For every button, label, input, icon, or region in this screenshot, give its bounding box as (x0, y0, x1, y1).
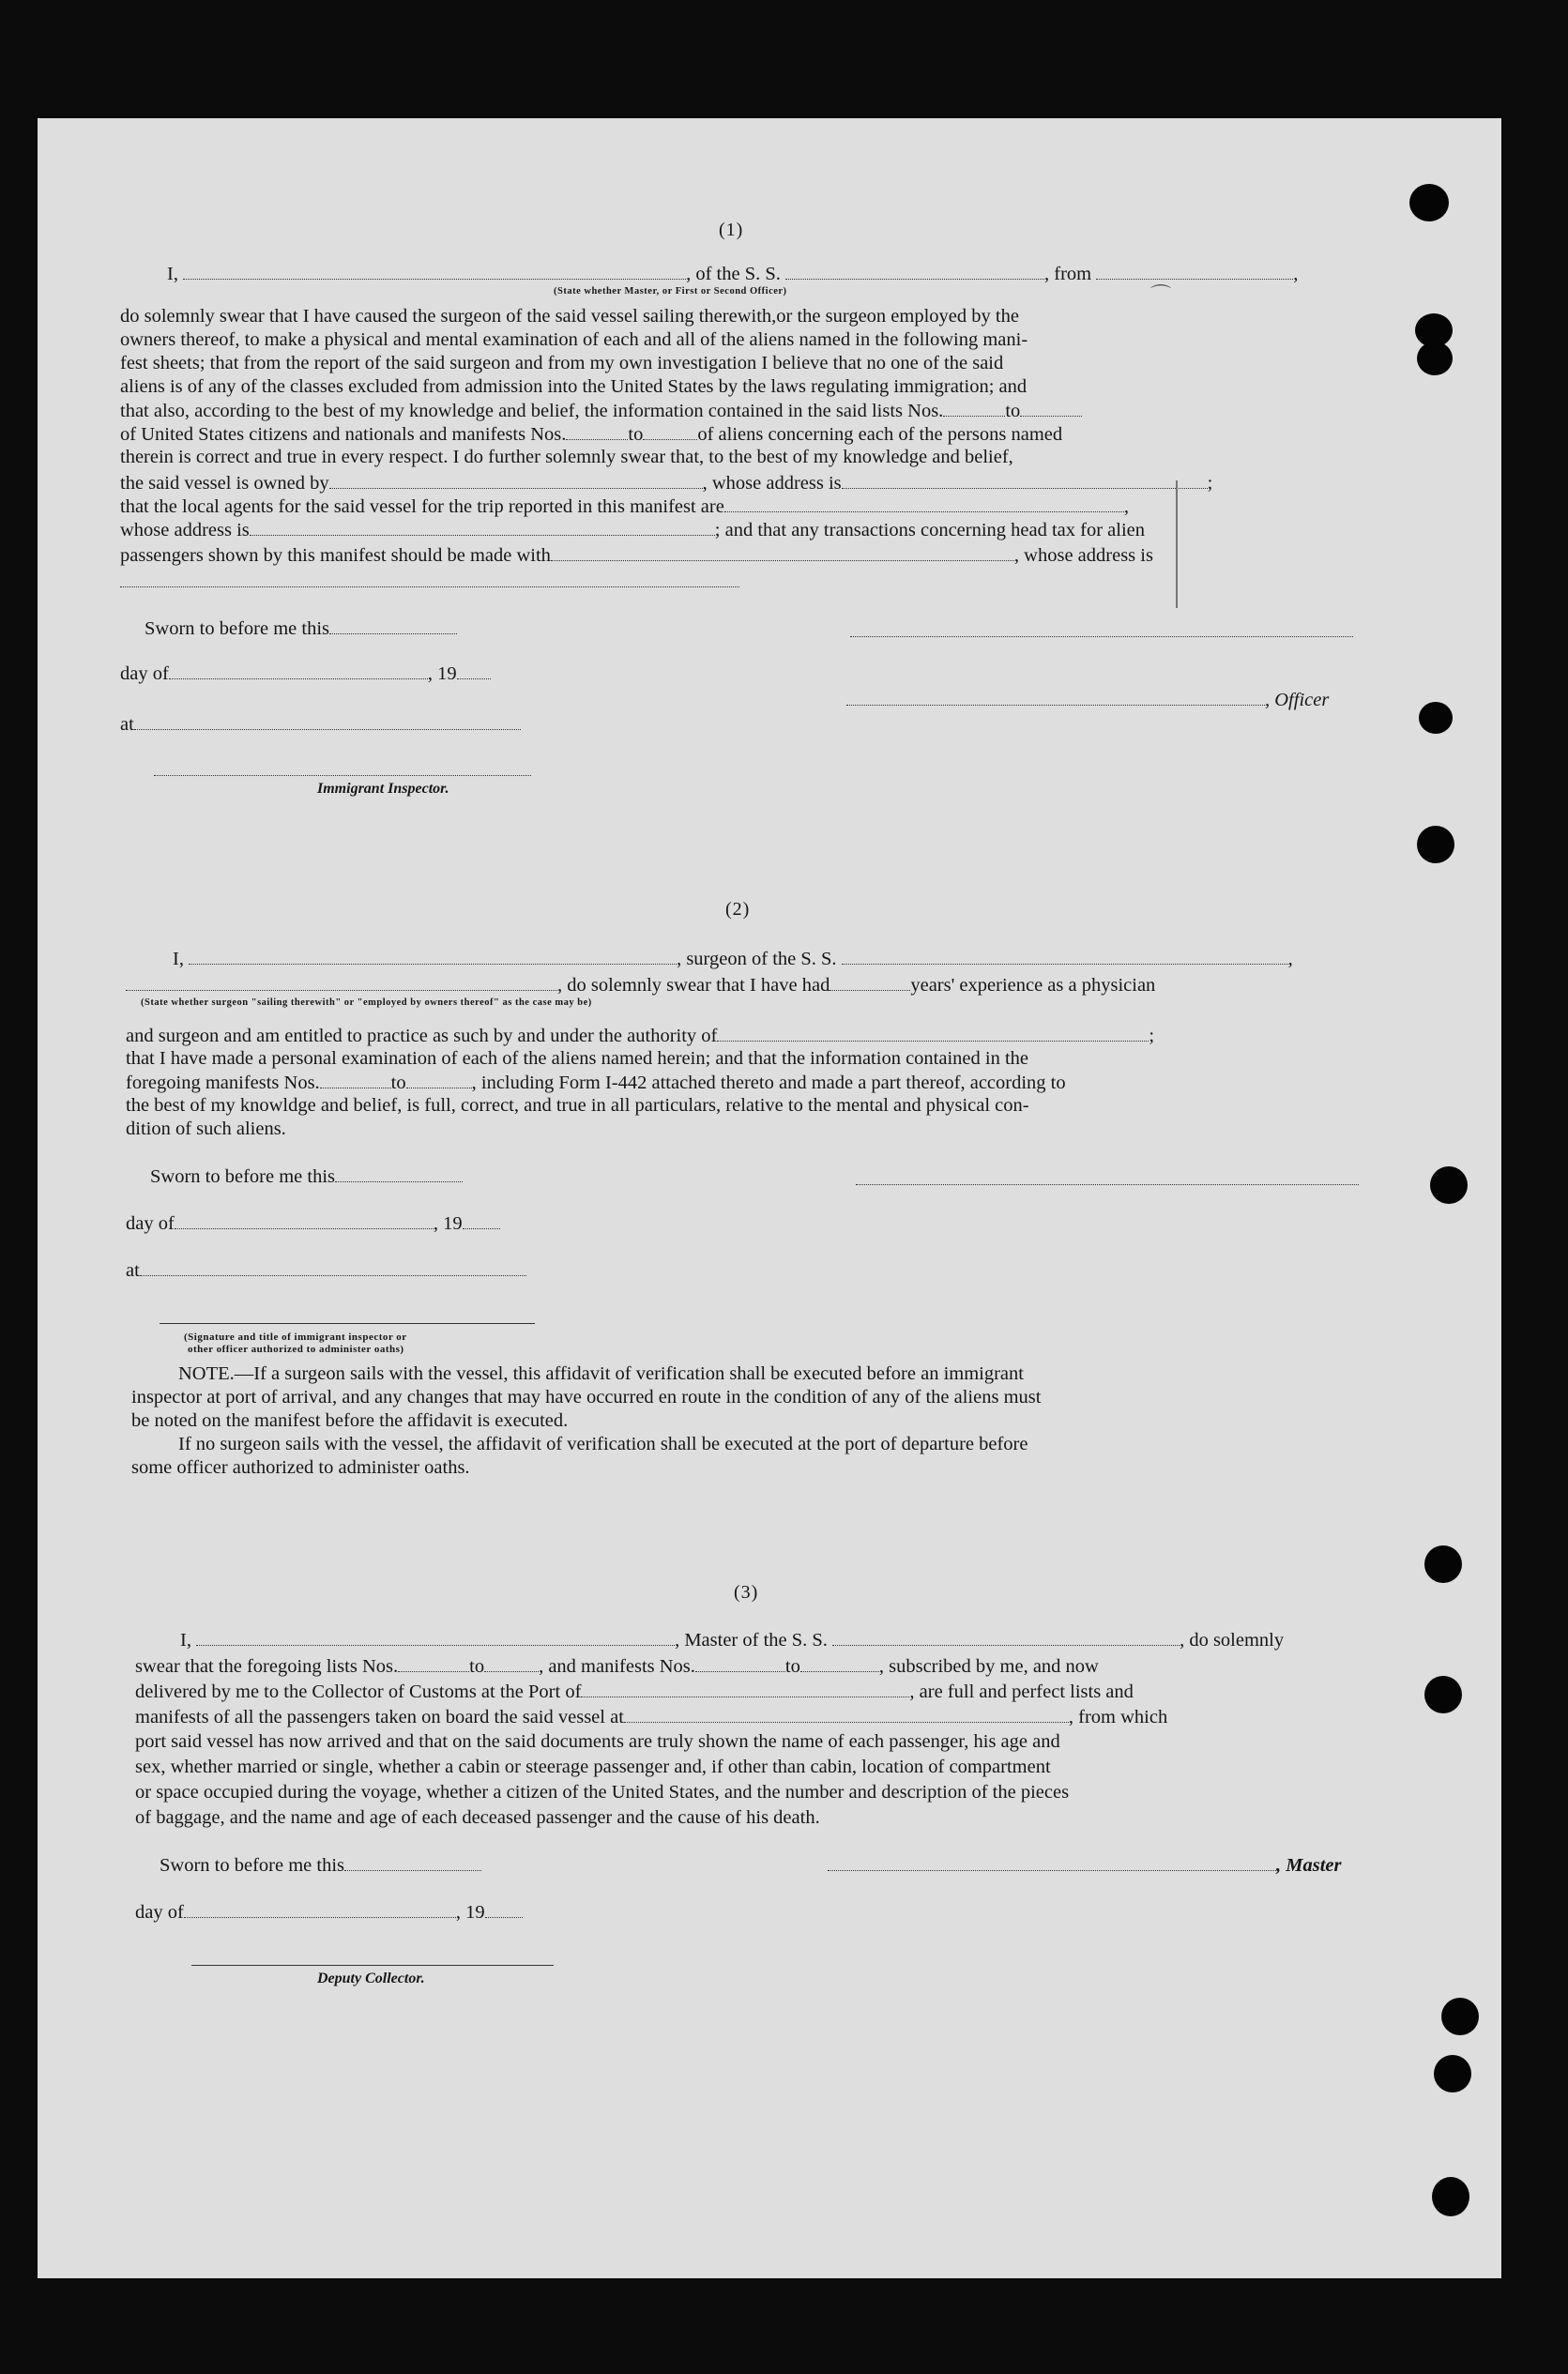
place-field[interactable] (134, 713, 521, 730)
list-no-from-field[interactable] (398, 1655, 469, 1672)
address-continuation-field[interactable] (120, 586, 739, 587)
list-no-from-field[interactable] (943, 400, 1005, 417)
inspector-caption: Immigrant Inspector. (317, 781, 449, 797)
month-field[interactable] (169, 662, 428, 679)
list-no-to-field[interactable] (484, 1655, 539, 1672)
punch-hole (1432, 2177, 1469, 2216)
surgeon-signature-line[interactable] (856, 1184, 1359, 1185)
owner-address-field[interactable] (842, 472, 1208, 489)
punch-hole (1424, 1676, 1462, 1713)
line-1: I, , surgeon of the S. S. , (173, 949, 1293, 969)
place-field[interactable] (140, 1259, 526, 1276)
officer-name-field[interactable] (183, 263, 686, 280)
text-line: that I have made a personal examination of each of the aliens named herein; and that the information contained in the (126, 1048, 1028, 1069)
officer-signature-field[interactable] (846, 689, 1265, 706)
list-no-to-field[interactable] (1020, 400, 1082, 417)
manifest-no-from-field[interactable] (320, 1072, 391, 1088)
vessel-name-field[interactable] (832, 1629, 1180, 1646)
punch-hole (1434, 2055, 1471, 2092)
manifest-no-from-field[interactable] (695, 1655, 785, 1672)
punch-hole (1441, 1998, 1479, 2035)
month-field[interactable] (175, 1212, 434, 1229)
day-of-line: day of , 19 (120, 662, 491, 685)
text-line: and surgeon and am entitled to practice as such by and under the authority of ; (126, 1026, 1155, 1046)
year-field[interactable] (463, 1212, 500, 1229)
text-line: that also, according to the best of my knowledge and belief, the information contained in the said lists Nos. to (120, 400, 1082, 422)
port-from-field[interactable] (1096, 263, 1293, 280)
text-line: fest sheets; that from the report of the said surgeon and from my own investigation I believe that no one of the said (120, 353, 1004, 373)
signature-note: (Signature and title of immigrant inspector or (184, 1332, 407, 1343)
sworn-day-field[interactable] (335, 1165, 463, 1182)
sworn-line: Sworn to before me this (145, 617, 457, 640)
day-of-line: day of , 19 (135, 1901, 523, 1924)
master-signature-field[interactable] (828, 1854, 1276, 1871)
master-name-field[interactable] (196, 1629, 675, 1646)
punch-hole (1417, 826, 1454, 863)
head-tax-party-field[interactable] (551, 544, 1014, 561)
punch-hole (1430, 1166, 1468, 1204)
text-line: of United States citizens and nationals and manifests Nos. to of aliens concerning each of the persons named (120, 424, 1063, 445)
section-number: (1) (719, 220, 744, 240)
text-line: passengers shown by this manifest should be made with , whose address is (120, 545, 1153, 566)
punch-hole (1417, 342, 1453, 375)
text-line: foregoing manifests Nos. to , including Form I-442 attached thereto and made a part thereof, according to (126, 1073, 1066, 1093)
text-line: sex, whether married or single, whether a cabin or steerage passenger and, if other than cabin, location of compartment (135, 1757, 1051, 1777)
text-line: the said vessel is owned by , whose address is ; (120, 473, 1213, 494)
at-line: at (126, 1259, 526, 1282)
port-field[interactable] (581, 1681, 909, 1697)
vessel-owner-field[interactable] (329, 472, 703, 489)
manifest-no-to-field[interactable] (800, 1655, 879, 1672)
pencil-stroke (1176, 480, 1178, 608)
agents-address-field[interactable] (250, 519, 715, 536)
line-1: I, , Master of the S. S. , do solemnly (180, 1630, 1285, 1651)
deputy-signature-line[interactable] (191, 1965, 554, 1966)
manifest-no-to-field[interactable] (643, 423, 697, 440)
officer-line: , Officer (846, 689, 1329, 711)
note-text: inspector at port of arrival, and any changes that may have occurred en route in the condition of any of the aliens must (131, 1387, 1042, 1408)
text-line: port said vessel has now arrived and that on the said documents are truly shown the name of each passenger, his age and (135, 1731, 1060, 1752)
text-line: dition of such aliens. (126, 1119, 286, 1139)
vessel-name-field[interactable] (842, 948, 1288, 965)
deputy-caption: Deputy Collector. (317, 1971, 425, 1986)
line-2: , do solemnly swear that I have had years' experience as a physician (126, 974, 1155, 997)
year-field[interactable] (485, 1901, 523, 1918)
text-line: or space occupied during the voyage, whether a citizen of the United States, and the number and description of the pieces (135, 1782, 1070, 1803)
text-line: delivered by me to the Collector of Customs at the Port of , are full and perfect lists and (135, 1682, 1134, 1702)
signature-note: other officer authorized to administer oaths) (188, 1344, 404, 1355)
punch-hole (1419, 702, 1453, 734)
punch-hole (1424, 1545, 1462, 1583)
punch-hole (1409, 184, 1449, 221)
note-text: NOTE.—If a surgeon sails with the vessel, this affidavit of verification shall be executed before an immigrant (178, 1363, 1024, 1384)
years-field[interactable] (830, 974, 910, 991)
sworn-day-field[interactable] (344, 1854, 481, 1871)
sworn-day-field[interactable] (329, 617, 457, 634)
year-field[interactable] (457, 662, 491, 679)
note-text: some officer authorized to administer oaths. (131, 1457, 470, 1478)
surgeon-name-field[interactable] (189, 948, 677, 965)
line-1: I, , of the S. S. , from , (167, 264, 1299, 284)
note-text: be noted on the manifest before the affidavit is executed. (131, 1410, 569, 1431)
text-line: the best of my knowldge and belief, is full, correct, and true in all particulars, relative to the mental and physical con- (126, 1095, 1029, 1116)
at-line: at (120, 713, 521, 736)
text-line: whose address is ; and that any transactions concerning head tax for alien (120, 520, 1146, 540)
pencil-mark: ⌒ (1150, 283, 1172, 307)
authority-field[interactable] (717, 1025, 1149, 1042)
text-line: of baggage, and the name and age of each deceased passenger and the cause of his death. (135, 1807, 820, 1828)
section-number: (2) (725, 899, 751, 920)
section-number: (3) (734, 1582, 759, 1603)
inspector-signature-line[interactable] (160, 1323, 535, 1324)
sworn-line: Sworn to before me this (160, 1854, 481, 1877)
manifest-no-to-field[interactable] (406, 1072, 472, 1088)
text-line: swear that the foregoing lists Nos. to , and manifests Nos. to , subscribed by me, and now (135, 1656, 1099, 1677)
manifest-no-from-field[interactable] (566, 423, 628, 440)
sworn-line: Sworn to before me this (150, 1165, 463, 1188)
inspector-signature-line[interactable] (154, 775, 531, 776)
master-line: , Master (828, 1854, 1341, 1877)
month-field[interactable] (184, 1901, 456, 1918)
text-line: manifests of all the passengers taken on board the said vessel at , from which (135, 1707, 1168, 1727)
text-line: therein is correct and true in every respect. I do further solemnly swear that, to the best of my knowledge and belief, (120, 447, 1013, 467)
field-note: (State whether Master, or First or Second Officer) (554, 286, 787, 297)
field-note: (State whether surgeon "sailing therewith" or "employed by owners thereof" as the case may be) (141, 997, 592, 1008)
local-agents-field[interactable] (724, 495, 1124, 512)
day-of-line: day of , 19 (126, 1212, 500, 1235)
text-line: that the local agents for the said vessel for the trip reported in this manifest are , (120, 496, 1129, 517)
text-line: aliens is of any of the classes excluded from admission into the United States by the laws regulating immigration; and (120, 376, 1028, 397)
text-line: owners thereof, to make a physical and mental examination of each and all of the aliens named in the following mani- (120, 329, 1028, 350)
signature-line[interactable] (850, 636, 1353, 637)
surgeon-status-field[interactable] (126, 974, 557, 991)
note-text: If no surgeon sails with the vessel, the affidavit of verification shall be executed at the port of departure before (178, 1434, 1028, 1454)
vessel-name-field[interactable] (785, 263, 1044, 280)
text-line: do solemnly swear that I have caused the surgeon of the said vessel sailing therewith,or the surgeon employed by the (120, 306, 1019, 327)
boarding-port-field[interactable] (624, 1706, 1069, 1723)
